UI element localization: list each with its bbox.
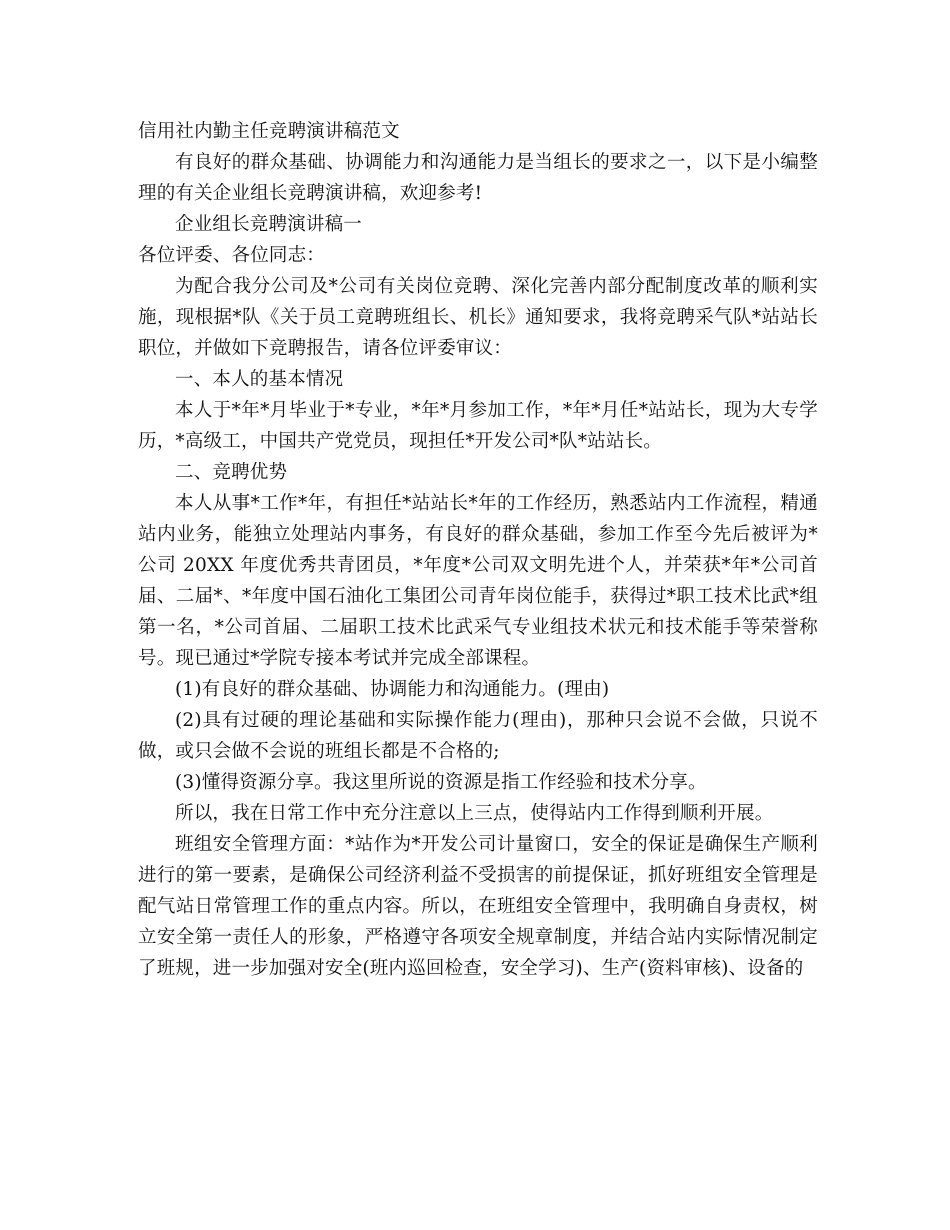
paragraph: 本人从事*工作*年，有担任*站站长*年的工作经历，熟悉站内工作流程，精通站内业务，能独立处理站内事务，有良好的群众基础，参加工作至今先后被评为*公司 20XX 年度优秀共青团员，*年度*公司双文明先进个人，并荣获*年*公司首届、二届*、*年度中国石油化工集团公司青年岗位能手，获得过*职工技术比武*组第一名，*公司首届、二届职工技术比武采气专业组技术状元和技术能手等荣誉称号。现已通过*学院专接本考试并完成全部课程。 (138, 493, 818, 669)
section-heading: 一、本人的基本情况 (175, 369, 344, 390)
section-heading: 二、竞聘优势 (175, 462, 288, 483)
speech-subtitle: 企业组长竞聘演讲稿一 (175, 214, 363, 235)
list-item: (1)有良好的群众基础、协调能力和沟通能力。(理由) (175, 679, 610, 700)
list-item: (2)具有过硬的理论基础和实际操作能力(理由)，那种只会说不会做，只说不做，或只会做不会说的班组长都是不合格的; (138, 710, 818, 762)
paragraph: 本人于*年*月毕业于*专业，*年*月参加工作，*年*月任*站站长，现为大专学历，*高级工，中国共产党党员，现担任*开发公司*队*站站长。 (138, 400, 818, 452)
list-item: (3)懂得资源分享。我这里所说的资源是指工作经验和技术分享。 (175, 772, 707, 793)
paragraph: 班组安全管理方面：*站作为*开发公司计量窗口，安全的保证是确保生产顺利进行的第一要素，是确保公司经济利益不受损害的前提保证，抓好班组安全管理是配气站日常管理工作的重点内容。所以，在班组安全管理中，我明确自身责权，树立安全第一责任人的形象，严格遵守各项安全规章制度，并结合站内实际情况制定了班规，进一步加强对安全(班内巡回检查，安全学习)、生产(资料审核)、设备的 (138, 834, 818, 979)
document-title: 信用社内勤主任竞聘演讲稿范文 (138, 121, 400, 142)
salutation: 各位评委、各位同志： (138, 245, 326, 266)
paragraph: 为配合我分公司及*公司有关岗位竞聘、深化完善内部分配制度改革的顺利实施，现根据*队《关于员工竟聘班组长、机长》通知要求，我将竞聘采气队*站站长职位，并做如下竞聘报告，请各位评委审议： (138, 276, 818, 359)
paragraph: 所以，我在日常工作中充分注意以上三点，使得站内工作得到顺利开展。 (175, 803, 774, 824)
intro-paragraph: 有良好的群众基础、协调能力和沟通能力是当组长的要求之一，以下是小编整理的有关企业组长竞聘演讲稿，欢迎参考! (138, 152, 818, 204)
document-body (138, 116, 818, 984)
